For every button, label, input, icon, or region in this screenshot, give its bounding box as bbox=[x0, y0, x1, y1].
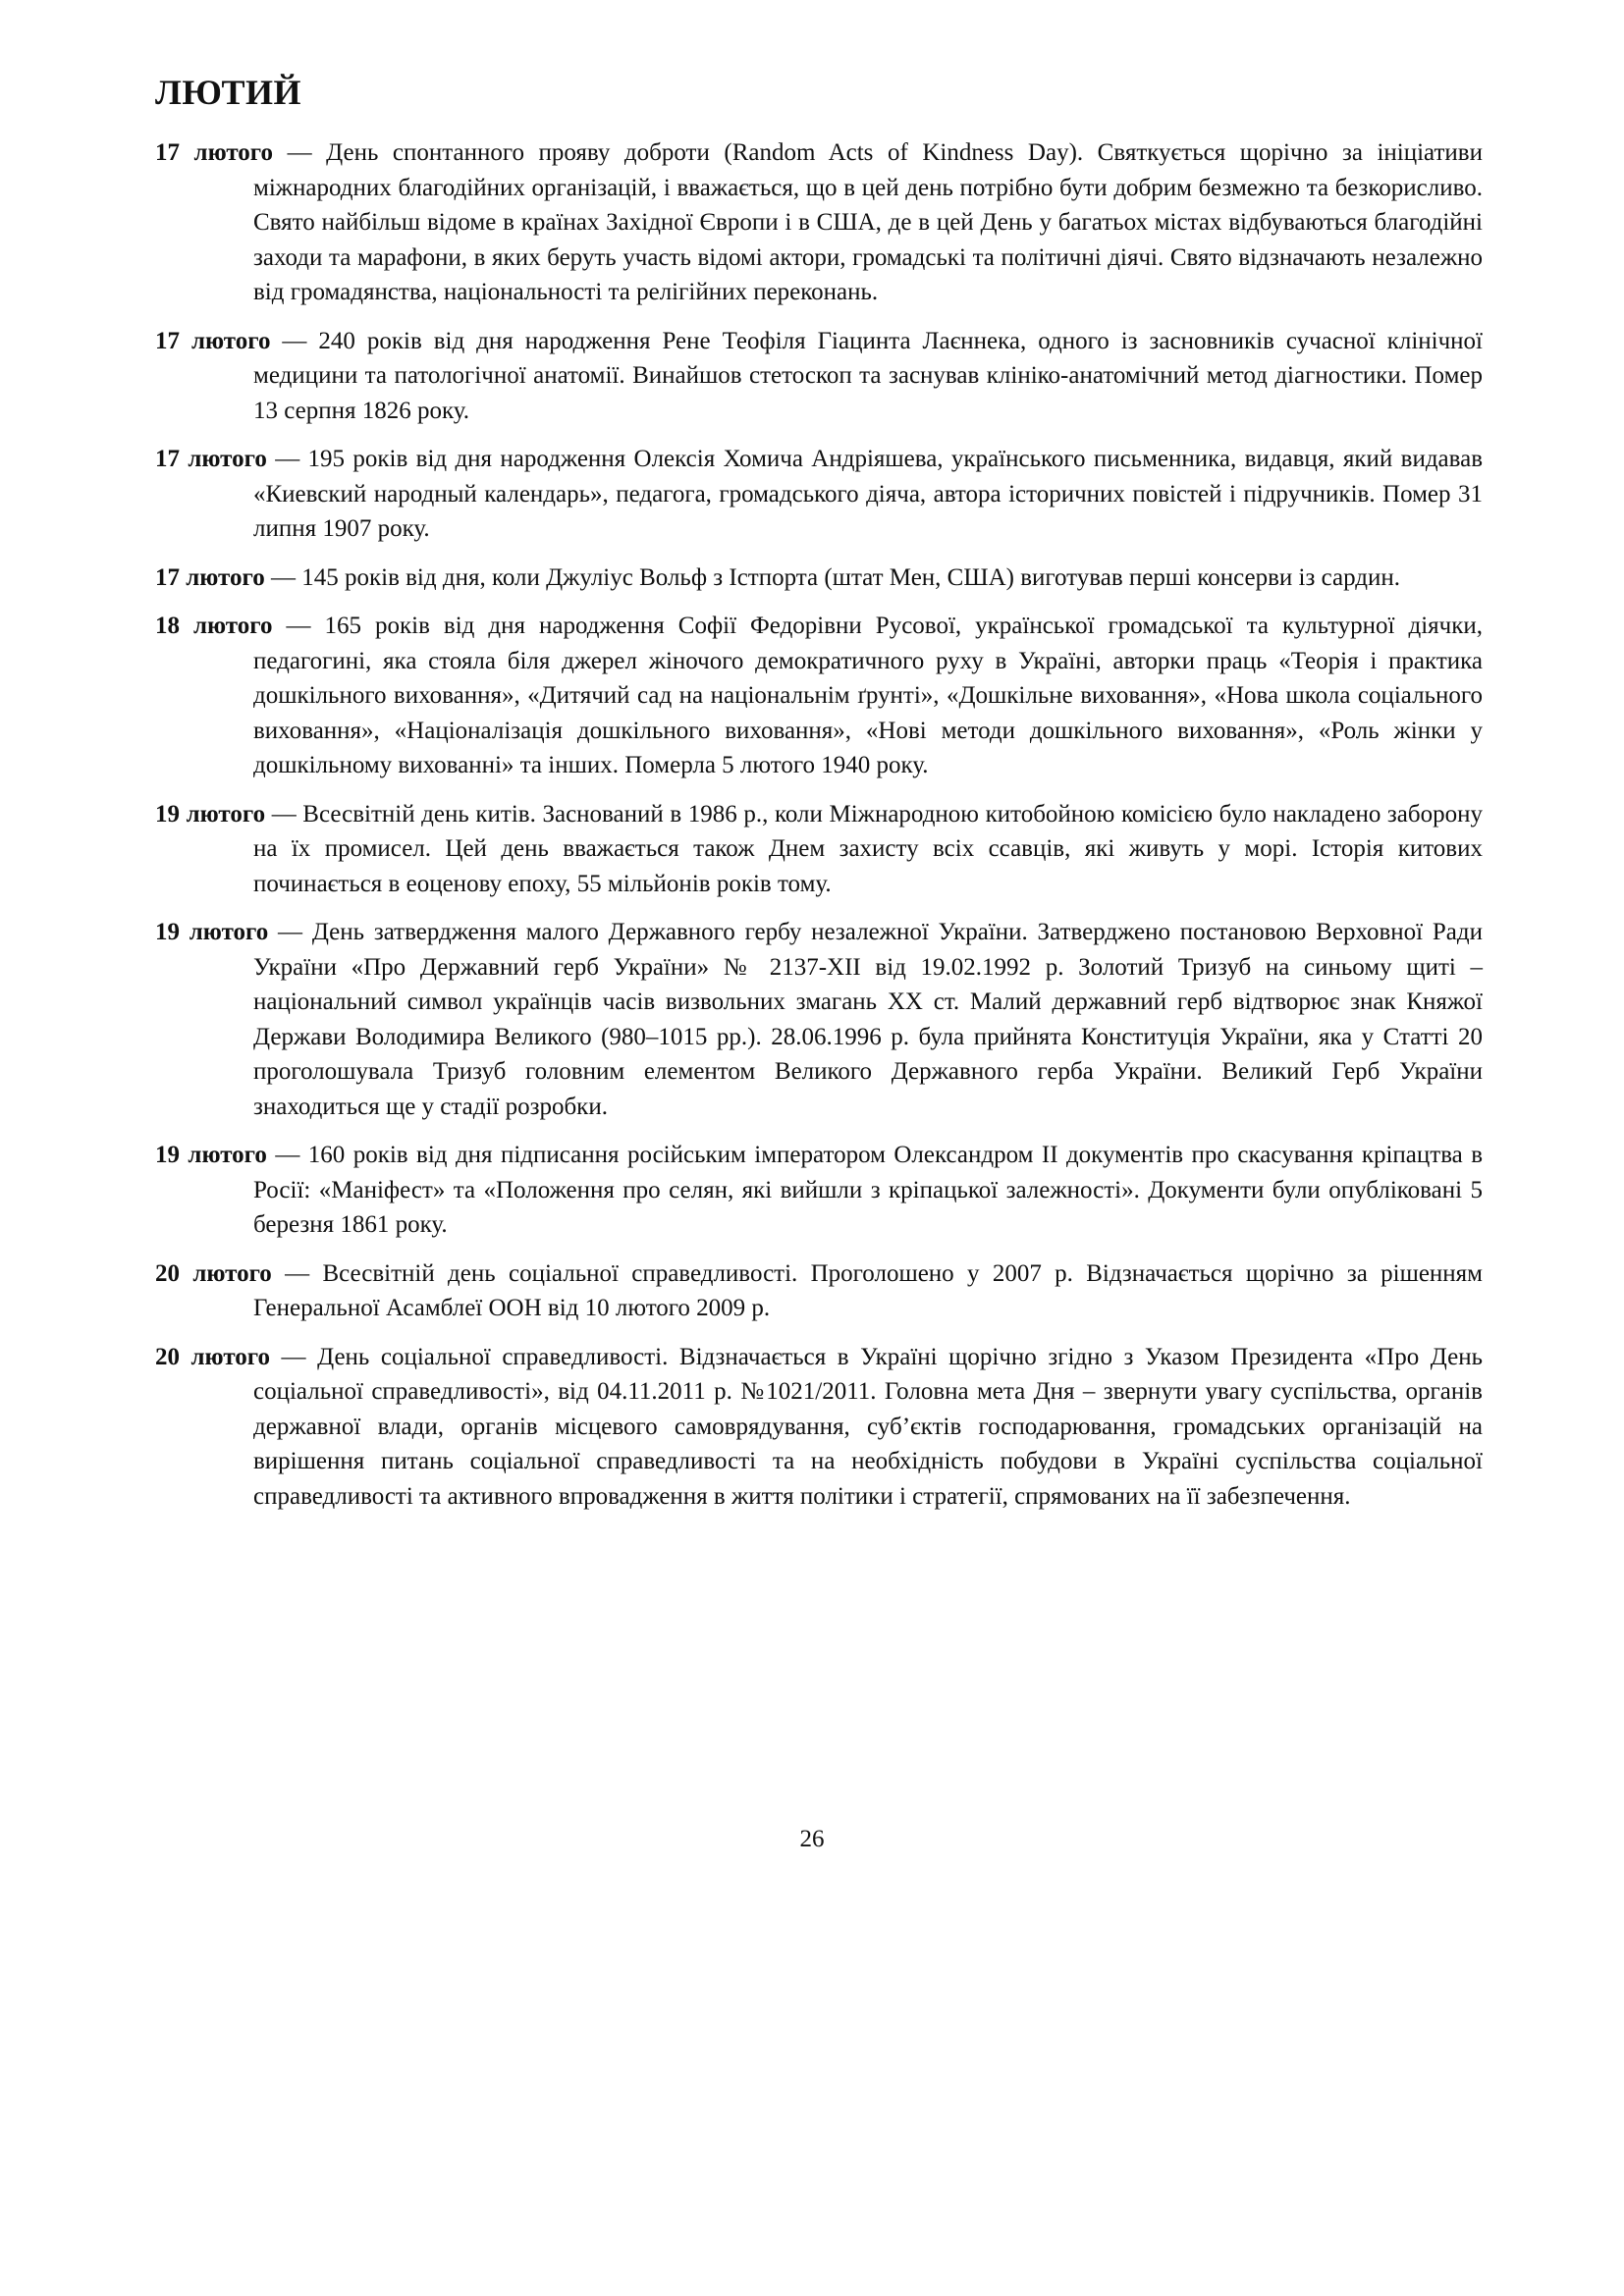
calendar-entry bbox=[155, 797, 1483, 902]
calendar-entry bbox=[155, 1138, 1483, 1243]
entry-date: 17 лютого bbox=[155, 446, 267, 472]
entry-text: — Всесвітній день китів. Заснований в 1986 р., коли Міжнародною китобойною комісією було накладено заборону на їх промисел. Цей день вважається також Днем захисту всіх ссавців, які живуть у морі. Історія китових починається в еоценову епоху, 55 мільйонів років тому. bbox=[253, 800, 1484, 897]
entry-text: — 195 років від дня народження Олексія Хомича Андріяшева, українського письменника, видавця, який видавав «Киевский народный календарь», педагога, громадського діяча, автора історичних повістей і підручників. Помер 31 липня 1907 року. bbox=[253, 446, 1484, 542]
entry-text: — День затвердження малого Державного гербу незалежної України. Затверджено постановою Верховної Ради України «Про Державний герб України» № 2137-XII від 19.02.1992 р. Золотий Тризуб на синьому щиті – національний символ українців часів визвольних змагань XX ст. Малий державний герб відтворює знак Княжої Держави Володимира Великого (980–1015 рр.). 28.06.1996 р. була прийнята Конституція України, яка у Статті 20 проголошувала Тризуб головним елементом Великого Державного герба України. Великий Герб України знаходиться ще у стадії розробки. bbox=[253, 919, 1483, 1120]
entry-date: 17 лютого bbox=[155, 563, 265, 591]
entry-date: 18 лютого bbox=[155, 613, 273, 639]
entry-text: — 160 років від дня підписання російським імператором Олександром II документів про скасування кріпацтва в Росії: «Маніфест» та «Положення про селян, які вийшли з кріпацької залежності». Документи були опубліковані 5 березня 1861 року. bbox=[253, 1142, 1484, 1238]
entry-text: — 165 років від дня народження Софії Федорівни Русової, української громадської та культурної діячки, педагогині, яка стояла біля джерел жіночого демократичного руху в Україні, авторки праць «Теорія і практика дошкільного виховання», «Дитячий сад на національнім ґрунті», «Дошкільне виховання», «Нова школа соціального виховання», «Націоналізація дошкільного виховання», «Нові методи дошкільного виховання», «Роль жінки у дошкільному вихованні» та інших. Померла 5 лютого 1940 року. bbox=[253, 613, 1484, 778]
entry-date: 17 лютого bbox=[155, 327, 271, 354]
calendar-entry bbox=[155, 1256, 1483, 1326]
calendar-entry bbox=[155, 561, 1483, 596]
entry-date: 19 лютого bbox=[155, 800, 266, 828]
calendar-entry bbox=[155, 135, 1483, 310]
calendar-entry bbox=[155, 324, 1483, 429]
entry-text: — Всесвітній день соціальної справедливості. Проголошено у 2007 р. Відзначається щорічно за рішенням Генеральної Асамблеї ООН від 10 лютого 2009 р. bbox=[253, 1259, 1483, 1321]
entry-text: — 145 років від дня, коли Джуліус Вольф з Істпорта (штат Мен, США) виготував перші консерви із сардин. bbox=[264, 563, 1400, 591]
calendar-entry bbox=[155, 915, 1483, 1124]
page-heading: ЛЮТИЙ bbox=[155, 73, 301, 112]
entry-date: 17 лютого bbox=[155, 139, 274, 166]
document-page bbox=[155, 71, 1483, 1527]
entry-date: 20 лютого bbox=[155, 1343, 271, 1370]
entry-date: 19 лютого bbox=[155, 1142, 267, 1168]
entry-date: 19 лютого bbox=[155, 919, 269, 945]
entry-date: 20 лютого bbox=[155, 1259, 272, 1287]
entry-text: — День соціальної справедливості. Відзначається в Україні щорічно згідно з Указом Президента «Про День соціальної справедливості», від 04.11.2011 р. №1021/2011. Головна мета Дня – звернути увагу суспільства, органів державної влади, органів місцевого самоврядування, суб’єктів господарювання, громадських організацій на вирішення питань соціальної справедливості та на необхідність побудови в Україні суспільства соціальної справедливості та активного впровадження в життя політики і стратегії, спрямованих на її забезпечення. bbox=[253, 1343, 1483, 1510]
calendar-entry bbox=[155, 1340, 1483, 1515]
calendar-entry bbox=[155, 609, 1483, 783]
page-number: 26 bbox=[799, 1826, 825, 1852]
entry-text: — День спонтанного прояву доброти (Random Acts of Kindness Day). Святкується щорічно за ініціативи міжнародних благодійних організацій, і вважається, що в цей день потрібно бути добрим безмежно та безкорисливо. Свято найбільш відоме в країнах Західної Європи і в США, де в цей День у багатьох містах відбуваються благодійні заходи та марафони, в яких беруть участь відомі актори, громадські та політичні діячі. Свято відзначають незалежно від громадянства, національності та релігійних переконань. bbox=[253, 139, 1483, 305]
calendar-entry bbox=[155, 442, 1483, 547]
entry-text: — 240 років від дня народження Рене Теофіля Гіацинта Лаєннека, одного із засновників сучасної клінічної медицини та патологічної анатомії. Винайшов стетоскоп та заснував клініко-анатомічний метод діагностики. Помер 13 серпня 1826 року. bbox=[253, 327, 1483, 424]
